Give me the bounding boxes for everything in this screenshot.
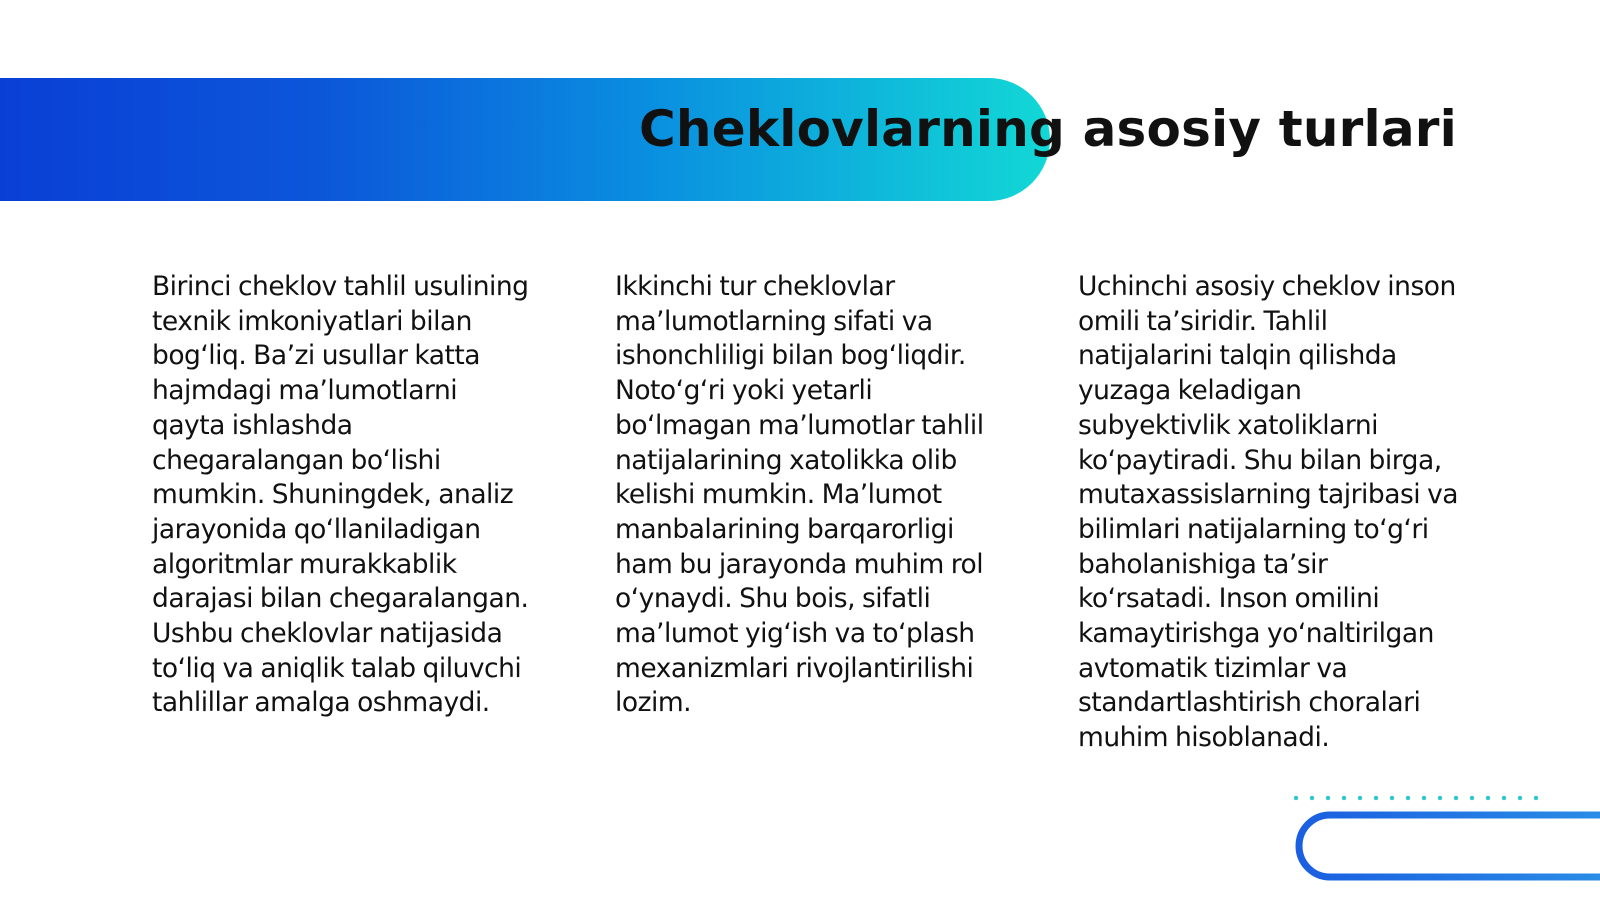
slide-title: Cheklovlarning asosiy turlari [639,100,1457,158]
decorative-corner-shape [1290,788,1600,900]
dotted-line [1294,796,1538,800]
column-1-text: Birinci cheklov tahlil usulining texnik imkoniyatlari bilan bog‘liq. Ba’zi usullar katta hajmdagi ma’lumotlarni qayta ishlashda chegaralangan bo‘lishi mumkin. Shuningdek, analiz jarayonida qo‘llaniladigan algoritmlar murakkablik darajasi bilan chegaralangan. Ushbu cheklovlar natijasida to‘liq va aniqlik talab qiluvchi tahlillar amalga oshmaydi. [152,271,529,719]
column-3-text: Uchinchi asosiy cheklov inson omili ta’siridir. Tahlil natijalarini talqin qilishda yuzaga keladigan subyektivlik xatoliklarni ko‘paytiradi. Shu bilan birga, mutaxassislarning tajribasi va bilimlari natijalarning to‘g‘ri baholanishiga ta’sir ko‘rsatadi. Inson omilini kamaytirishga yo‘naltirilgan avtomatik tizimlar va standartlashtirish choralari muhim hisoblanadi. [1078,271,1458,754]
column-2-text: Ikkinchi tur cheklovlar ma’lumotlarning sifati va ishonchliligi bilan bog‘liqdir. Noto‘g‘ri yoki yetarli bo‘lmagan ma’lumotlar tahlil natijalarining xatolikka olib kelishi mumkin. Ma’lumot manbalarining barqarorligi ham bu jarayonda muhim rol o‘ynaydi. Shu bois, sifatli ma’lumot yig‘ish va to‘plash mexanizmlari rivojlantirilishi lozim. [615,271,984,719]
rounded-outline-stroke [1299,815,1600,877]
